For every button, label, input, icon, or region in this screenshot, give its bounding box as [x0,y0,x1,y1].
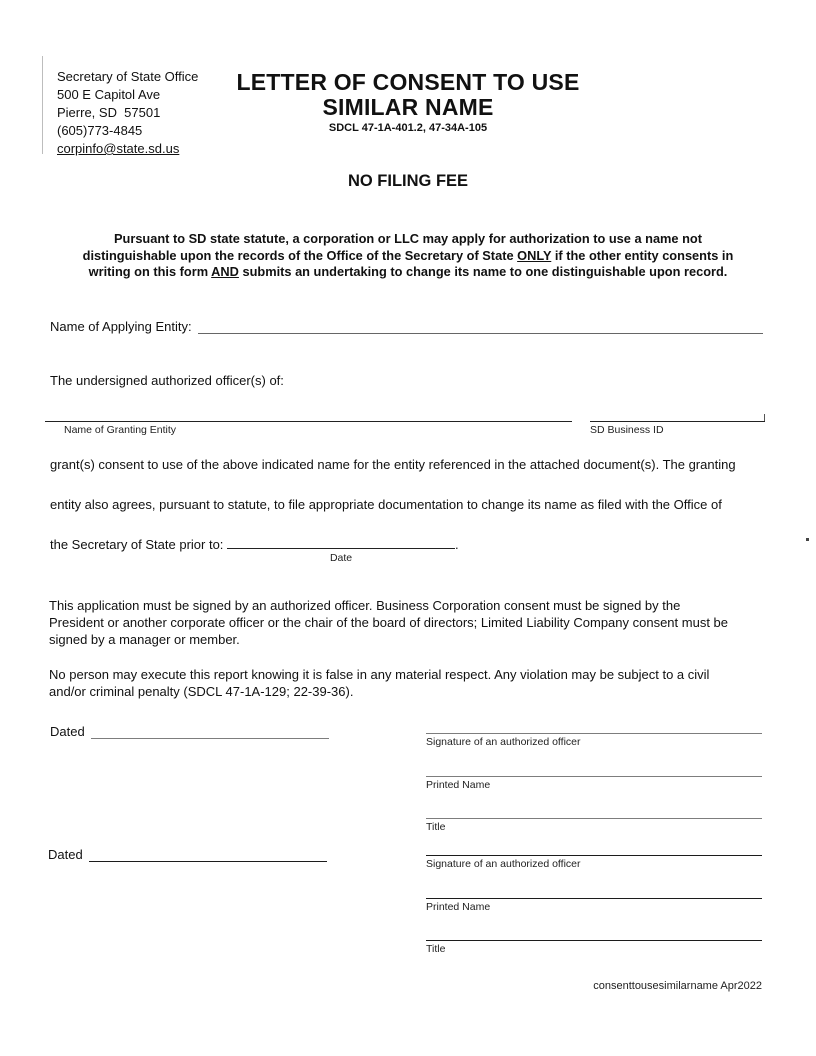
applying-entity-field[interactable] [198,319,763,334]
dated-label-1: Dated [50,724,85,739]
signature-group [426,733,762,749]
title-group [426,818,762,834]
printed-name-label-2: Printed Name [426,900,491,913]
granting-entity-label: Name of Granting Entity [64,424,177,436]
signing-notice-line-1: This application must be signed by an authorized officer. Business Corporation consent must be signed by the [49,598,681,613]
stray-tick-mark [764,414,765,421]
dated-field-1[interactable] [91,725,329,739]
signature-label-2: Signature of an authorized officer [426,858,581,870]
office-email-link[interactable]: corpinfo@state.sd.us [57,141,180,156]
signature-column-1 [426,733,762,861]
sd-business-id-label: SD Business ID [590,424,664,436]
signing-notice-line-3: signed by a manager or member. [49,632,240,647]
dated-row-2 [48,847,328,862]
intro-line-1: Pursuant to SD state statute, a corporation or LLC may apply for authorization to use a name not [113,231,703,246]
sd-business-id-field[interactable] [590,421,765,422]
printed-name-group [426,776,762,792]
dated-field-2[interactable] [89,848,327,862]
grant-consent-line-1: grant(s) consent to use of the above indicated name for the entity referenced in the attached document(s). The granting [50,457,736,472]
dated-label-2: Dated [48,847,83,862]
printed-name-field-1[interactable] [426,776,762,777]
date-label: Date [329,552,353,564]
penalty-notice-line-1: No person may execute this report knowing it is false in any material respect. Any violation may be subject to a civil [49,667,710,682]
office-city-state-zip: Pierre, SD 57501 [57,105,161,120]
and-emphasis: AND [211,264,239,280]
sd-business-id-cell [590,421,765,436]
applying-entity-label: Name of Applying Entity: [50,319,192,334]
only-emphasis: ONLY [517,247,552,263]
printed-name-label-1: Printed Name [426,778,491,791]
prior-to-date-wrap [227,536,455,564]
intro-line-3: writing on this form AND submits an undertaking to change its name to one distinguishable upon record. [88,264,728,280]
form-title-line1: LETTER OF CONSENT TO USE [236,69,580,95]
granting-entity-field[interactable] [45,421,572,422]
signature-field-2[interactable] [426,855,762,856]
no-filing-fee-heading: NO FILING FEE [347,172,469,190]
title-field-1[interactable] [426,818,762,819]
prior-to-label: the Secretary of State prior to: [50,537,224,552]
penalty-notice-line-2: and/or criminal penalty (SDCL 47-1A-129; 22-39-36). [49,684,354,699]
signature-label-1: Signature of an authorized officer [426,736,581,748]
intro-paragraph [48,231,768,281]
sentence-period: . [455,537,459,552]
dated-row-1 [50,724,330,739]
intro-line-2: distinguishable upon the records of the Office of the Secretary of State ONLY if the other entity consents in [82,247,734,263]
signing-notice-line-2: President or another corporate officer or the chair of the board of directors; Limited Liability Company consent must be [49,615,729,630]
grant-consent-line-2: entity also agrees, pursuant to statute, to file appropriate documentation to change its name as filed with the Office of [50,497,722,512]
form-title-line2: SIMILAR NAME [322,94,494,120]
form-title-block [0,70,816,134]
office-name: Secretary of State Office [57,69,199,84]
title-field-2[interactable] [426,940,762,941]
printed-name-group [426,898,762,914]
stray-dot-mark [806,538,809,541]
office-phone: (605)773-4845 [57,123,143,138]
signature-field-1[interactable] [426,733,762,734]
document-code: consenttousesimilarname Apr2022 [593,980,762,992]
undersigned-label: The undersigned authorized officer(s) of: [50,373,284,388]
signature-column-2 [426,855,762,983]
statute-reference: SDCL 47-1A-401.2, 47-34A-105 [328,122,488,134]
granting-entity-cell [45,421,572,436]
printed-name-field-2[interactable] [426,898,762,899]
grant-consent-line-3 [50,536,459,564]
prior-to-date-field[interactable] [227,536,455,549]
title-group [426,940,762,956]
applying-entity-row [50,319,763,334]
granting-entity-row [45,421,765,436]
office-street: 500 E Capitol Ave [57,87,161,102]
title-label-1: Title [426,821,446,833]
title-label-2: Title [426,943,446,955]
signature-group [426,855,762,871]
